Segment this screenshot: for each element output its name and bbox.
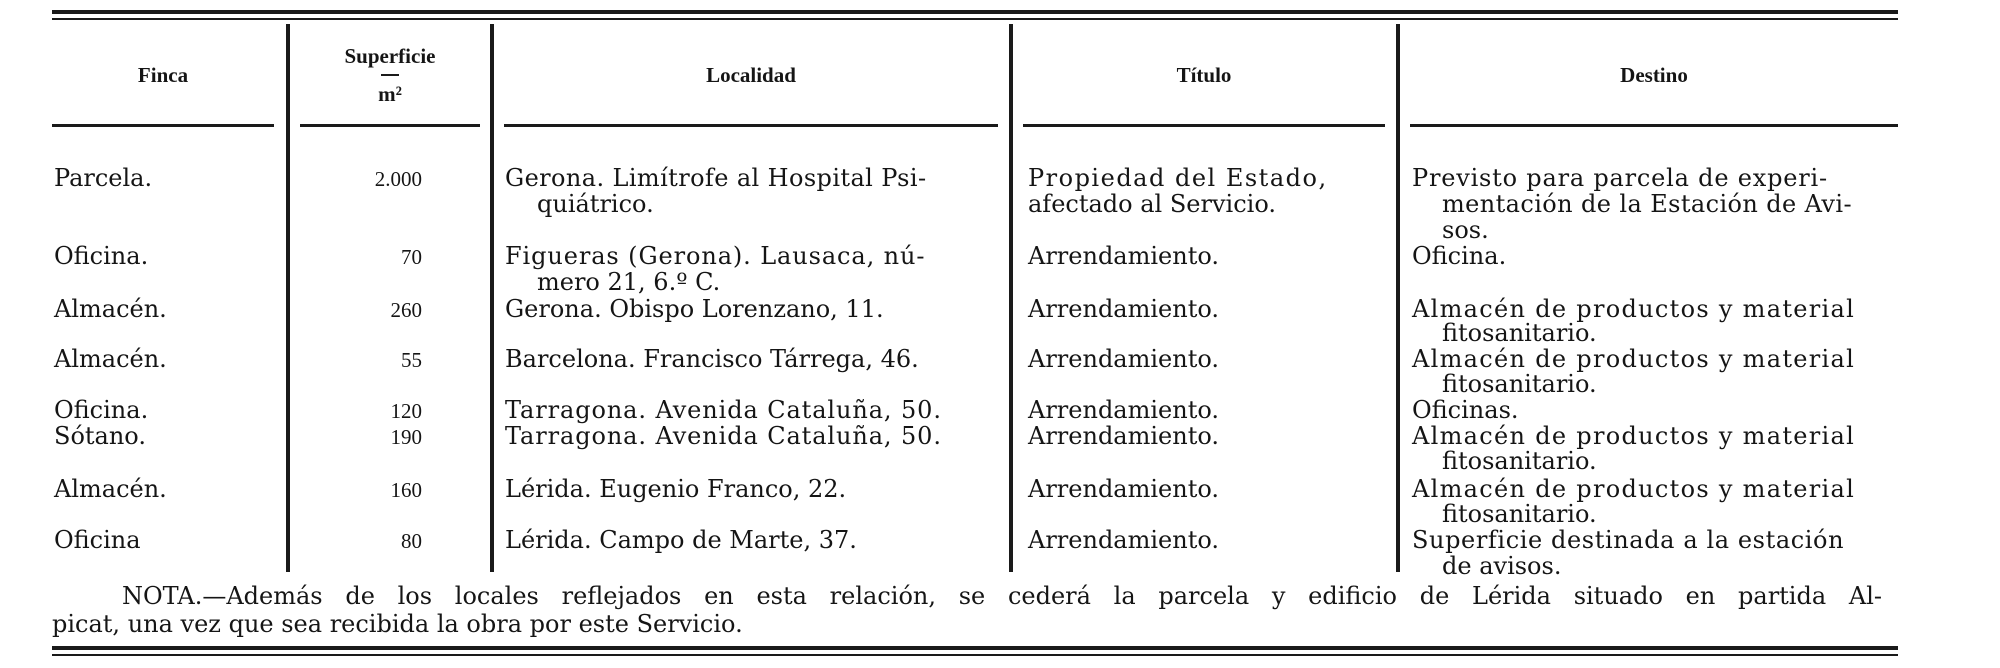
header-finca-label: Finca (137, 62, 189, 87)
cell-titulo: Arrendamiento. (1028, 396, 1220, 424)
cell-titulo: Arrendamiento. (1028, 242, 1220, 270)
table-note (52, 582, 1882, 638)
header-finca (52, 30, 274, 120)
cell-superficie: 70 (401, 245, 422, 269)
top-rule-thin (52, 18, 1898, 20)
cell-superficie: 160 (390, 478, 422, 502)
cell-destino: Almacén de productos y material (1412, 422, 1856, 450)
cell-destino-cont: fitosanitario. (1442, 447, 1597, 475)
cell-localidad: Gerona. Obispo Lorenzano, 11. (505, 295, 884, 323)
header-underline (52, 124, 274, 127)
header-superficie (300, 30, 480, 120)
cell-localidad: Lérida. Campo de Marte, 37. (505, 526, 857, 554)
cell-localidad: Tarragona. Avenida Cataluña, 50. (505, 396, 942, 424)
bottom-rule-thin (52, 654, 1898, 656)
cell-destino-cont: fitosanitario. (1442, 500, 1597, 528)
cell-finca: Oficina (54, 526, 141, 554)
cell-localidad-cont: quiátrico. (537, 190, 654, 218)
cell-titulo: Arrendamiento. (1028, 345, 1220, 373)
cell-titulo-cont: afectado al Servicio. (1028, 190, 1276, 218)
cell-localidad: Lérida. Eugenio Franco, 22. (505, 475, 847, 503)
cell-localidad-cont: mero 21, 6.º C. (537, 268, 721, 296)
cell-titulo: Arrendamiento. (1028, 475, 1220, 503)
cell-finca: Almacén. (54, 345, 167, 373)
header-underline (300, 124, 480, 127)
cell-destino: Superficie destinada a la estación (1412, 526, 1845, 554)
cell-superficie: 2.000 (374, 167, 422, 191)
header-localidad (504, 30, 998, 120)
cell-localidad: Barcelona. Francisco Tárrega, 46. (505, 345, 919, 373)
header-underline (1410, 124, 1898, 127)
header-titulo-label: Título (1176, 62, 1232, 87)
cell-destino: Oficina. (1412, 242, 1507, 270)
cell-localidad: Figueras (Gerona). Lausaca, nú- (505, 242, 926, 270)
header-underline (1023, 124, 1385, 127)
cell-destino: Almacén de productos y material (1412, 295, 1856, 323)
cell-superficie: 260 (390, 298, 422, 322)
cell-superficie: 80 (401, 529, 422, 553)
header-underline (504, 124, 998, 127)
cell-destino-cont: de avisos. (1442, 552, 1562, 580)
header-superficie-dash (381, 74, 399, 76)
header-titulo (1023, 30, 1385, 120)
column-divider (490, 24, 494, 572)
cell-titulo: Arrendamiento. (1028, 295, 1220, 323)
cell-titulo: Arrendamiento. (1028, 422, 1220, 450)
note-line-2: picat, una vez que sea recibida la obra por este Servicio. (52, 610, 743, 638)
cell-finca: Almacén. (54, 475, 167, 503)
top-rule (52, 10, 1898, 14)
note-line-1: NOTA.—Además de los locales reflejados en esta relación, se cederá la parcela y edificio de Lérida situado en partida Al- (122, 582, 1882, 610)
header-destino-label: Destino (1620, 62, 1688, 87)
cell-finca: Oficina. (54, 242, 149, 270)
cell-localidad: Gerona. Limítrofe al Hospital Psi- (505, 164, 927, 192)
cell-finca: Sótano. (54, 422, 146, 450)
cell-finca: Oficina. (54, 396, 149, 424)
column-divider (1396, 24, 1400, 572)
cell-finca: Almacén. (54, 295, 167, 323)
cell-finca: Parcela. (54, 164, 153, 192)
cell-destino: Oficinas. (1412, 396, 1519, 424)
cell-destino-cont: mentación de la Estación de Avi- (1442, 190, 1852, 218)
column-divider (1009, 24, 1013, 572)
cell-destino: Almacén de productos y material (1412, 475, 1856, 503)
cell-destino: Almacén de productos y material (1412, 345, 1856, 373)
cell-superficie: 55 (401, 348, 422, 372)
cell-localidad: Tarragona. Avenida Cataluña, 50. (505, 422, 942, 450)
cell-destino-cont: fitosanitario. (1442, 370, 1597, 398)
cell-superficie: 190 (390, 425, 422, 449)
header-localidad-label: Localidad (706, 62, 796, 87)
header-superficie-label: Superficie (344, 43, 436, 68)
bottom-rule (52, 646, 1898, 650)
header-superficie-unit: m² (378, 82, 402, 106)
header-destino (1410, 30, 1898, 120)
cell-titulo: Arrendamiento. (1028, 526, 1220, 554)
cell-destino-cont: sos. (1442, 216, 1489, 244)
cell-superficie: 120 (390, 399, 422, 423)
cell-titulo: Propiedad del Estado, (1028, 164, 1328, 192)
cell-destino: Previsto para parcela de experi- (1412, 164, 1828, 192)
cell-destino-cont: fitosanitario. (1442, 319, 1597, 347)
